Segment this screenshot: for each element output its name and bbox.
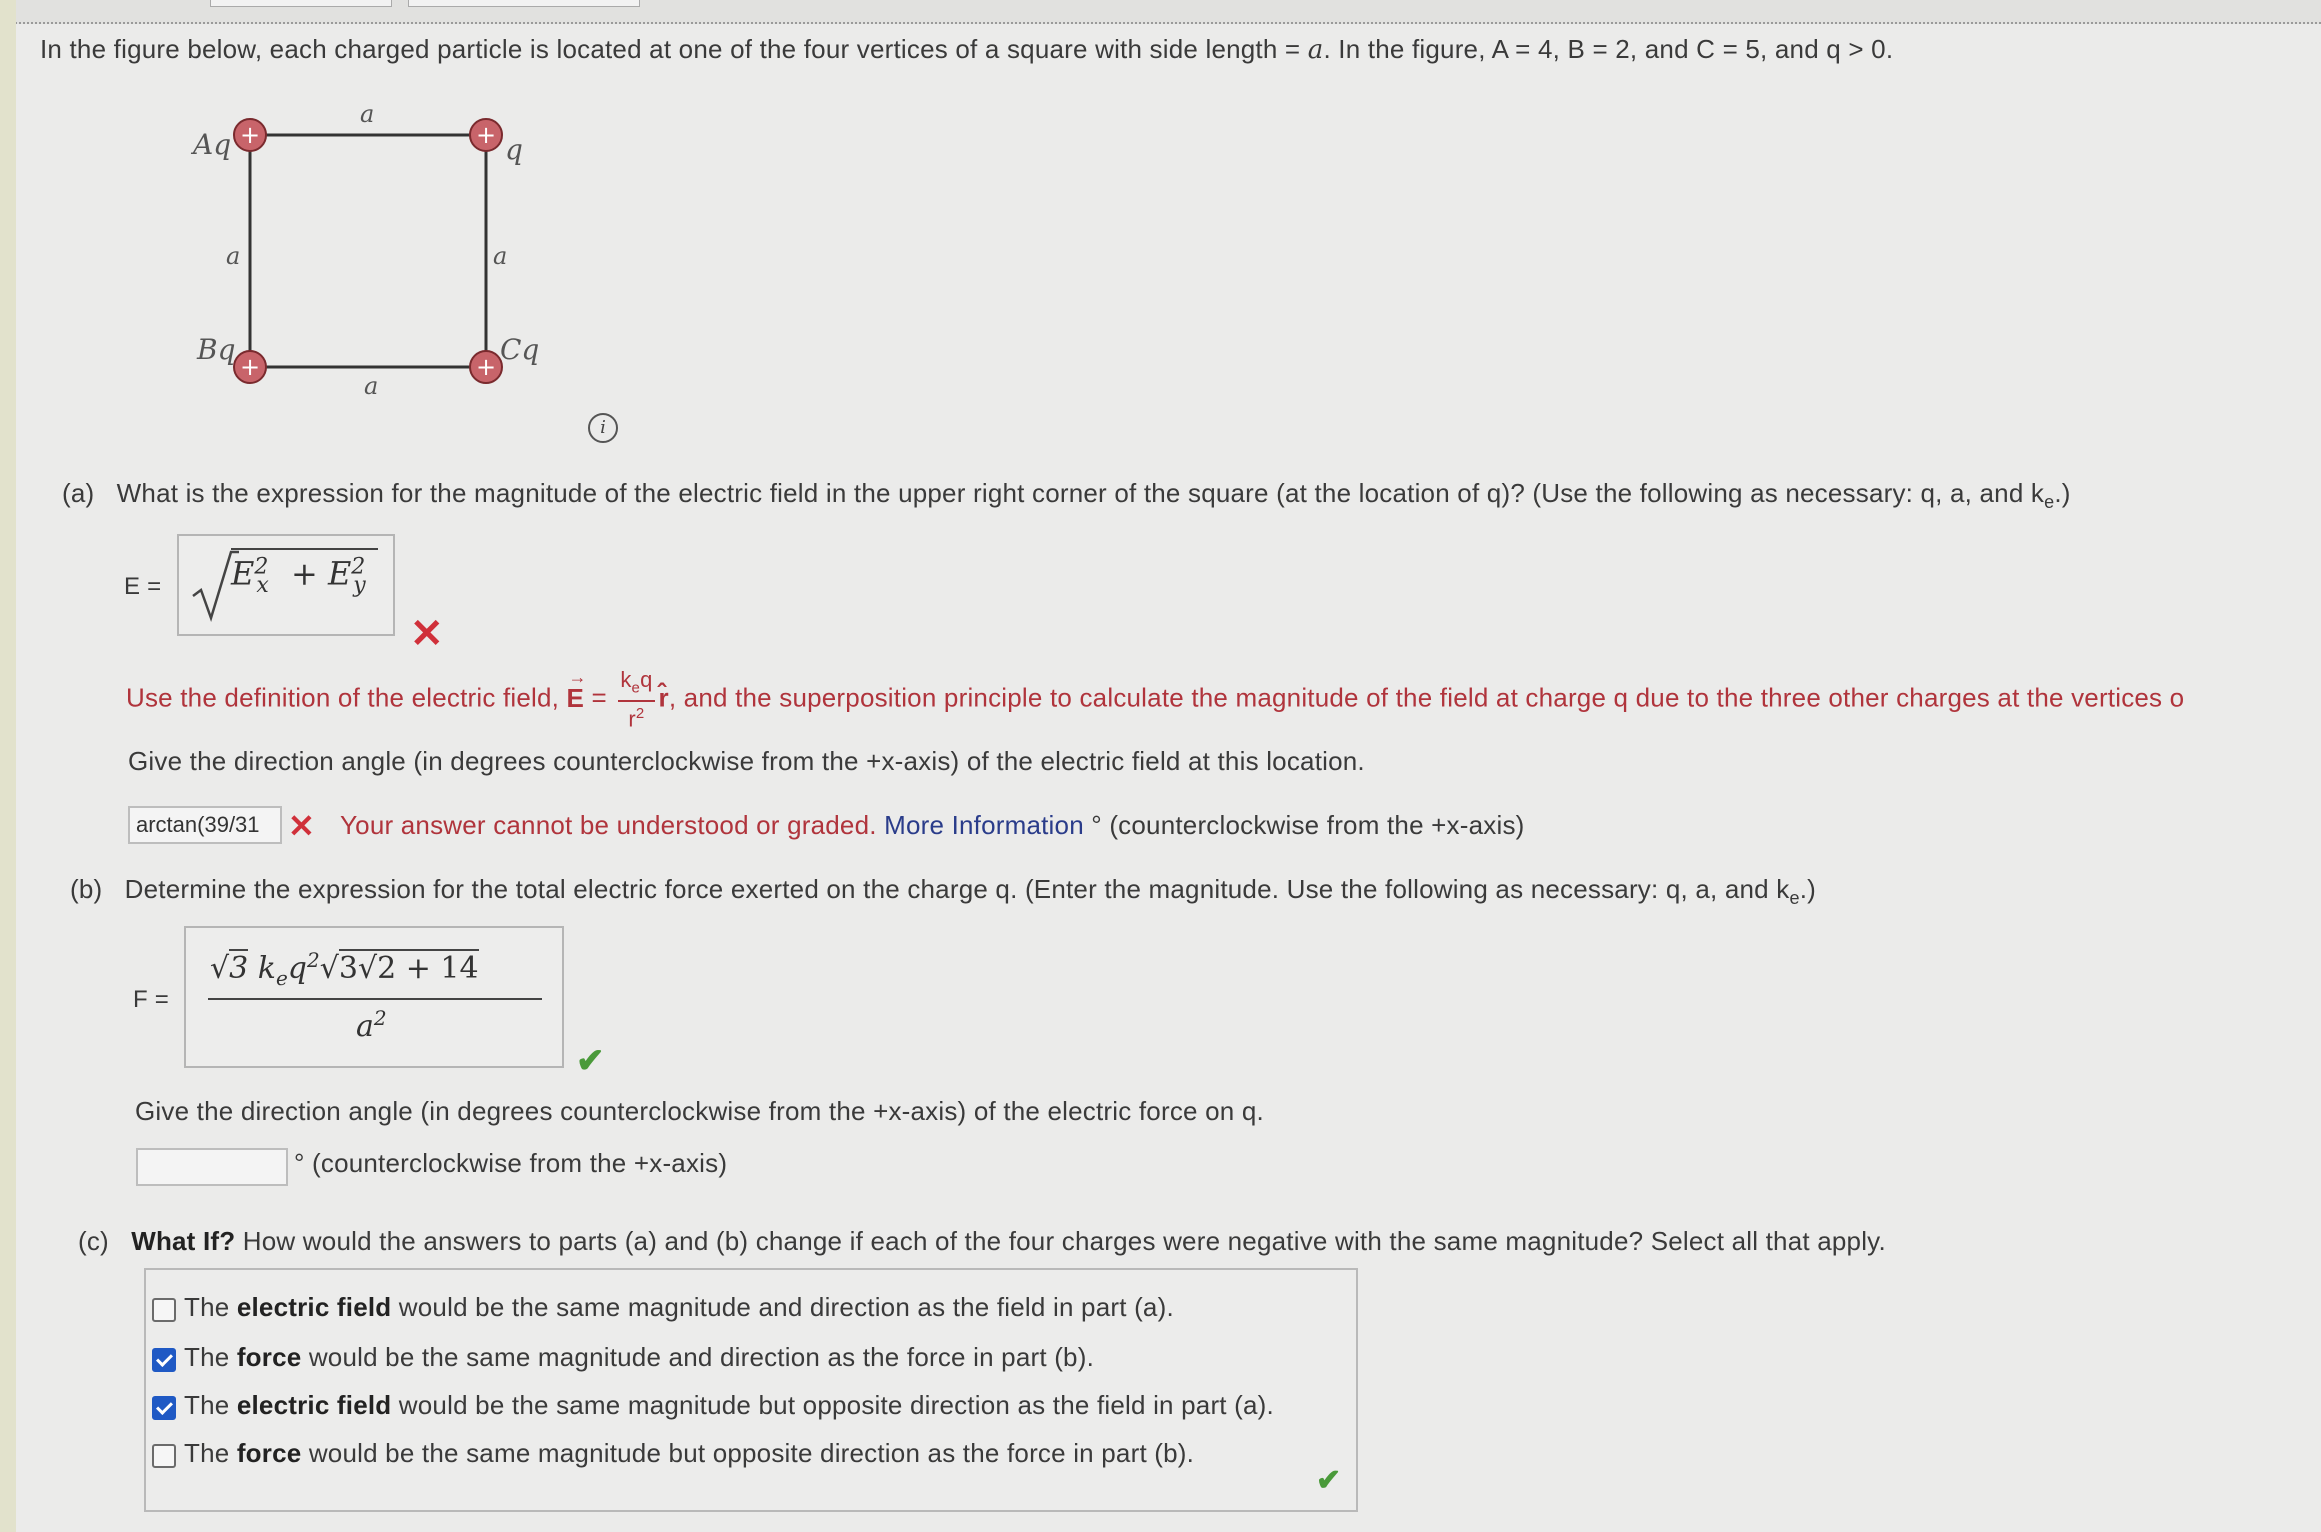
ex-symbol: E bbox=[231, 554, 255, 593]
hint-suffix: , and the superposition principle to calculate the magnitude of the field at charge q due to the three other charges at the vertices o bbox=[668, 682, 2185, 713]
part-b-correct-mark: ✔ bbox=[576, 1042, 605, 1080]
k-sub: e bbox=[275, 966, 288, 990]
charge-top-left bbox=[234, 119, 266, 151]
charge-bottom-left bbox=[234, 351, 266, 383]
ey-symbol: E bbox=[327, 554, 352, 593]
direction-unit: ° (counterclockwise from the +x-axis) bbox=[1091, 810, 1525, 840]
part-a-direction-input[interactable]: arctan(39/31 bbox=[128, 806, 282, 844]
part-a-marker: (a) bbox=[62, 478, 95, 508]
part-b-question-sub: e bbox=[1789, 888, 1800, 909]
a-sup: 2 bbox=[373, 1006, 387, 1030]
k-symbol: k bbox=[257, 951, 276, 986]
part-a-answer-label: E = bbox=[124, 573, 162, 600]
option-1[interactable] bbox=[146, 1290, 1346, 1326]
part-b-direction-input[interactable] bbox=[136, 1148, 288, 1186]
part-c-choices bbox=[144, 1268, 1358, 1512]
part-b-marker: (b) bbox=[70, 874, 103, 904]
top-toolbar bbox=[0, 0, 2321, 24]
label-side-top: a bbox=[360, 100, 375, 128]
label-side-left: a bbox=[226, 242, 241, 270]
option-1-checkbox[interactable] bbox=[152, 1298, 176, 1322]
part-a-hint: Use the definition of the electric field, → E = $k_eq$ $r^2$ r̂, and the superposition principle to calculate the magnitude of the field at charge q due to the three other charges at the vertices o bbox=[126, 666, 2185, 732]
plus14-term: + 14 bbox=[396, 951, 479, 986]
label-side-right: a bbox=[493, 242, 508, 270]
q-sup: 2 bbox=[307, 948, 320, 972]
part-b-direction-prompt: Give the direction angle (in degrees counterclockwise from the +x-axis) of the electric force on q. bbox=[135, 1096, 1264, 1126]
hint-q: q bbox=[640, 667, 653, 692]
toolbar-tab[interactable] bbox=[210, 0, 392, 7]
two-value: 2 bbox=[377, 951, 397, 986]
charge-bottom-right bbox=[470, 351, 502, 383]
part-a-question bbox=[62, 478, 2071, 513]
hint-prefix: Use the definition of the electric field, bbox=[126, 682, 567, 713]
a-symbol: a bbox=[356, 1009, 374, 1044]
problem-intro bbox=[40, 34, 1893, 65]
option-4-label: The force would be the same magnitude but opposite direction as the force in part (b). bbox=[184, 1438, 1195, 1468]
part-c-question-text: How would the answers to parts (a) and (b) change if each of the four charges were negative with the same magnitude? Select all that apply. bbox=[235, 1226, 1886, 1256]
option-2-label: The force would be the same magnitude and direction as the force in part (b). bbox=[184, 1342, 1095, 1372]
hint-e-vector: E bbox=[566, 682, 585, 713]
label-top-right-charge: q bbox=[505, 133, 523, 166]
part-c-question bbox=[78, 1226, 1886, 1257]
part-a-direction-feedback bbox=[340, 810, 1525, 841]
intro-side: a bbox=[1307, 35, 1324, 65]
hint-r: r bbox=[628, 706, 636, 732]
svg-text:+: + bbox=[239, 353, 261, 381]
option-4-checkbox[interactable] bbox=[152, 1444, 176, 1468]
part-a-question-text: What is the expression for the magnitude of the electric field in the upper right corner of the square (at the location of q)? (Use the following as necessary: q, a, and k bbox=[116, 478, 2045, 508]
part-b-answer-label: F = bbox=[133, 986, 169, 1013]
part-b-answer-box[interactable] bbox=[184, 926, 564, 1068]
part-c-marker: (c) bbox=[78, 1226, 109, 1256]
square-outline bbox=[250, 135, 486, 367]
part-b-question-end: .) bbox=[1799, 874, 1816, 904]
option-4[interactable] bbox=[146, 1436, 1346, 1472]
label-bottom-right-charge: Cq bbox=[500, 333, 540, 366]
hint-r-sup: 2 bbox=[635, 705, 645, 723]
svg-text:+: + bbox=[475, 121, 497, 149]
sqrt3-value: 3 bbox=[229, 951, 249, 986]
charge-top-right bbox=[470, 119, 502, 151]
part-a-direction-prompt: Give the direction angle (in degrees counterclockwise from the +x-axis) of the electric field at this location. bbox=[128, 746, 1365, 776]
part-b-question bbox=[70, 874, 1816, 909]
three-coef: 3 bbox=[338, 951, 358, 986]
part-c-correct-mark: ✔ bbox=[1316, 1464, 1342, 1497]
label-top-left-charge: Aq bbox=[193, 128, 232, 161]
hint-k: k bbox=[620, 667, 632, 692]
intro-values: A = 4, B = 2, and C = 5, and q > 0. bbox=[1491, 34, 1894, 64]
direction-error-text: Your answer cannot be understood or graded. bbox=[340, 810, 877, 840]
part-b-numerator: √3 $k_eq^2√3√2 + 14$ bbox=[210, 948, 479, 990]
part-a-answer-expression: $E^2_x + E^2_y$ bbox=[231, 548, 378, 598]
option-3[interactable] bbox=[146, 1388, 1346, 1424]
part-b-question-text: Determine the expression for the total electric force exerted on the charge q. (Enter the magnitude. Use the following as necessary: q, a, and k bbox=[124, 874, 1790, 904]
intro-text: In the figure below, each charged particle is located at one of the four vertices of a square with side length = bbox=[40, 34, 1308, 64]
option-3-label: The electric field would be the same magnitude but opposite direction as the field in part (a). bbox=[184, 1390, 1274, 1420]
part-b-fraction-bar bbox=[208, 998, 542, 1000]
part-a-question-sub: e bbox=[2044, 492, 2055, 513]
hint-rhat: r̂ bbox=[658, 682, 669, 713]
label-bottom-left-charge: Bq bbox=[197, 333, 236, 366]
part-a-answer-box[interactable] bbox=[177, 534, 395, 636]
label-side-bottom: a bbox=[364, 372, 379, 400]
hint-equals: = bbox=[584, 682, 615, 713]
hint-k-sub: e bbox=[631, 679, 641, 697]
more-information-link[interactable]: More Information bbox=[884, 810, 1084, 840]
part-b-direction-unit: ° (counterclockwise from the +x-axis) bbox=[294, 1148, 728, 1178]
svg-text:+: + bbox=[475, 353, 497, 381]
intro-text-mid: . In the figure, bbox=[1323, 34, 1492, 64]
q-symbol: q bbox=[287, 951, 308, 986]
option-2-checkbox[interactable] bbox=[152, 1348, 176, 1372]
toolbar-tab[interactable] bbox=[408, 0, 640, 7]
part-b-denominator bbox=[356, 1006, 387, 1044]
option-1-label: The electric field would be the same magnitude and direction as the field in part (a). bbox=[184, 1292, 1174, 1322]
what-if-label: What If? bbox=[131, 1226, 236, 1256]
part-a-direction-incorrect-mark: ✕ bbox=[288, 808, 315, 844]
option-2[interactable] bbox=[146, 1340, 1346, 1376]
option-3-checkbox[interactable] bbox=[152, 1396, 176, 1420]
part-a-incorrect-mark: ✕ bbox=[410, 612, 444, 656]
left-margin bbox=[0, 0, 16, 1532]
part-a-question-end: .) bbox=[2054, 478, 2071, 508]
svg-text:+: + bbox=[239, 121, 261, 149]
info-icon[interactable]: i bbox=[588, 413, 618, 443]
